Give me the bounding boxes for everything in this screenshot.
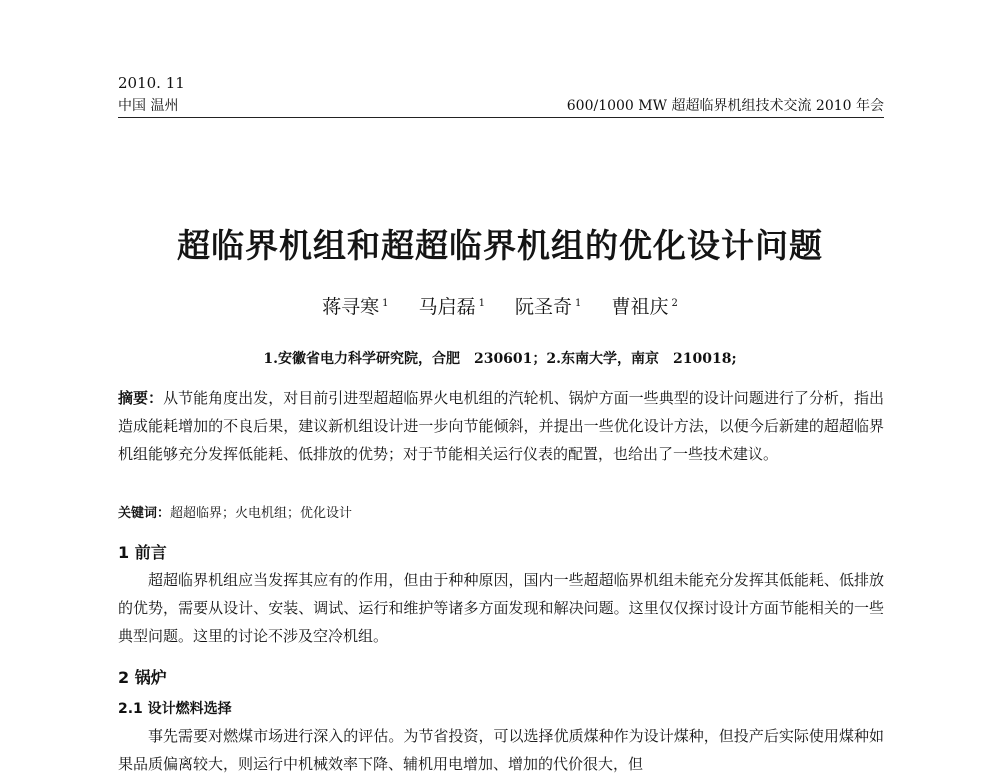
affiliation-mark: 1 — [382, 297, 389, 309]
author: 曹祖庆 $^2$ — [611, 296, 678, 318]
section-heading-intro: 1 前言 — [118, 543, 167, 562]
subsection-heading-fuel: 2.1 设计燃料选择 — [118, 701, 232, 717]
header-date: 2010. 11 — [118, 74, 185, 92]
abstract-text: 从节能角度出发，对目前引进型超超临界火电机组的汽轮机、锅炉方面一些典型的设计问题进行了分析，指出造成能耗增加的不良后果，建议新机组设计进一步向节能倾斜，并提出一些优化设计方法，以便今后新建的超超临界机组能够充分发挥低能耗、低排放的优势；对于节能相关运行仪表的配置，也给出了一些技术建议。 — [118, 389, 884, 463]
header-conference: 600/1000 MW 超超临界机组技术交流 2010 年会 — [566, 98, 884, 114]
header-location: 中国 温州 — [118, 98, 179, 114]
running-header — [118, 97, 884, 118]
author: 阮圣奇 $^1$ — [515, 296, 582, 318]
section-intro-text: 超超临界机组应当发挥其应有的作用，但由于种种原因，国内一些超超临界机组未能充分发挥其低能耗、低排放的优势，需要从设计、安装、调试、运行和维护等诸多方面发现和解决问题。这里仅仅探讨设计方面节能相关的一些典型问题。这里的讨论不涉及空冷机组。 — [118, 571, 884, 645]
keywords-label: 关键词： — [118, 506, 171, 521]
abstract — [118, 384, 884, 468]
paper-title: 超临界机组和超超临界机组的优化设计问题 — [177, 226, 823, 265]
section-heading-boiler: 2 锅炉 — [118, 668, 167, 687]
keywords — [118, 505, 884, 523]
author: 蒋寻寒 $^1$ — [322, 296, 389, 318]
subsection-fuel-text: 事先需要对燃煤市场进行深入的评估。为节省投资，可以选择优质煤种作为设计煤种，但投产后实际使用煤种如果品质偏离较大，则运行中机械效率下降、辅机用电增加、增加的代价很大，但 — [118, 727, 884, 773]
keywords-text: 超超临界；火电机组；优化设计 — [170, 506, 353, 521]
author-list — [0, 292, 1000, 319]
affiliation-mark: 1 — [575, 297, 582, 309]
affiliations: 1.安徽省电力科学研究院，合肥 230601；2.东南大学，南京 210018; — [263, 351, 737, 367]
affiliation-mark: 2 — [671, 297, 678, 309]
affiliation-mark: 1 — [478, 297, 485, 309]
abstract-label: 摘要： — [118, 389, 164, 407]
author: 马启磊 $^1$ — [418, 296, 485, 318]
